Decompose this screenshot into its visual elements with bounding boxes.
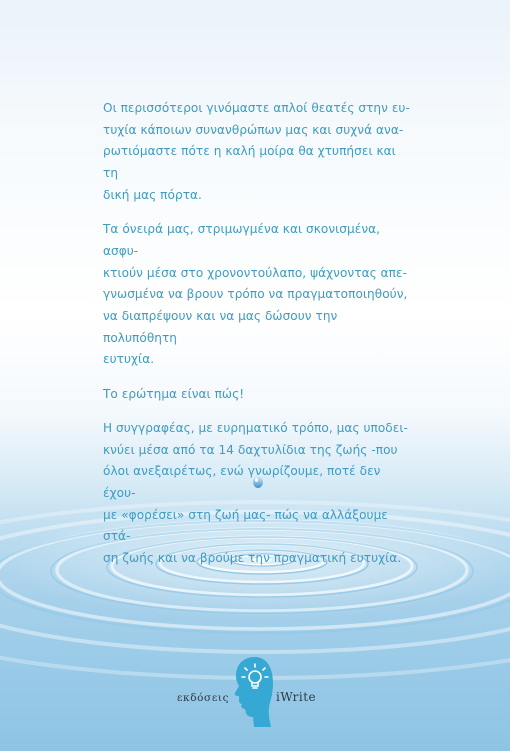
blurb-paragraph-4: Η συγγραφέας, με ευρηματικό τρόπο, μας υποδει- κνύει μέσα από τα 14 δαχτυλίδια της ζωής -που όλοι ανεξαιρέτως, ενώ γνωρίζουμε, ποτέ δεν έχου- με «φορέσει» στη ζωή μας- πώς να αλλάξουμε στά- ση ζωής και να βρούμε την πραγματική ευτυχία. (103, 420, 408, 566)
publisher-name: iWrite (276, 690, 317, 704)
back-cover-blurb (103, 98, 411, 582)
blurb-paragraph-3: Το ερώτημα είναι πώς! (103, 386, 245, 401)
publisher-label: εκδόσεις (177, 692, 230, 704)
blurb-paragraph-1: Οι περισσότεροι γινόμαστε απλοί θεατές στην ευ- τυχία κάποιων συνανθρώπων μας και συχνά ανα- ρωτιόμαστε πότε η καλή μοίρα θα χτυπήσει και τη δική μας πόρτα. (103, 101, 410, 202)
blurb-paragraph-2: Τα όνειρά μας, στριμωγμένα και σκονισμένα, ασφυ- κτιούν μέσα στο χρονοντούλαπο, ψάχνοντας απε- γνωσμένα να βρουν τρόπο να πραγματοποιηθούν, να διαπρέψουν και να μας δώσουν την πολυπόθητη ευτυχία. (103, 222, 408, 367)
publisher-imprint (0, 655, 510, 727)
head-lightbulb-icon (233, 655, 273, 727)
